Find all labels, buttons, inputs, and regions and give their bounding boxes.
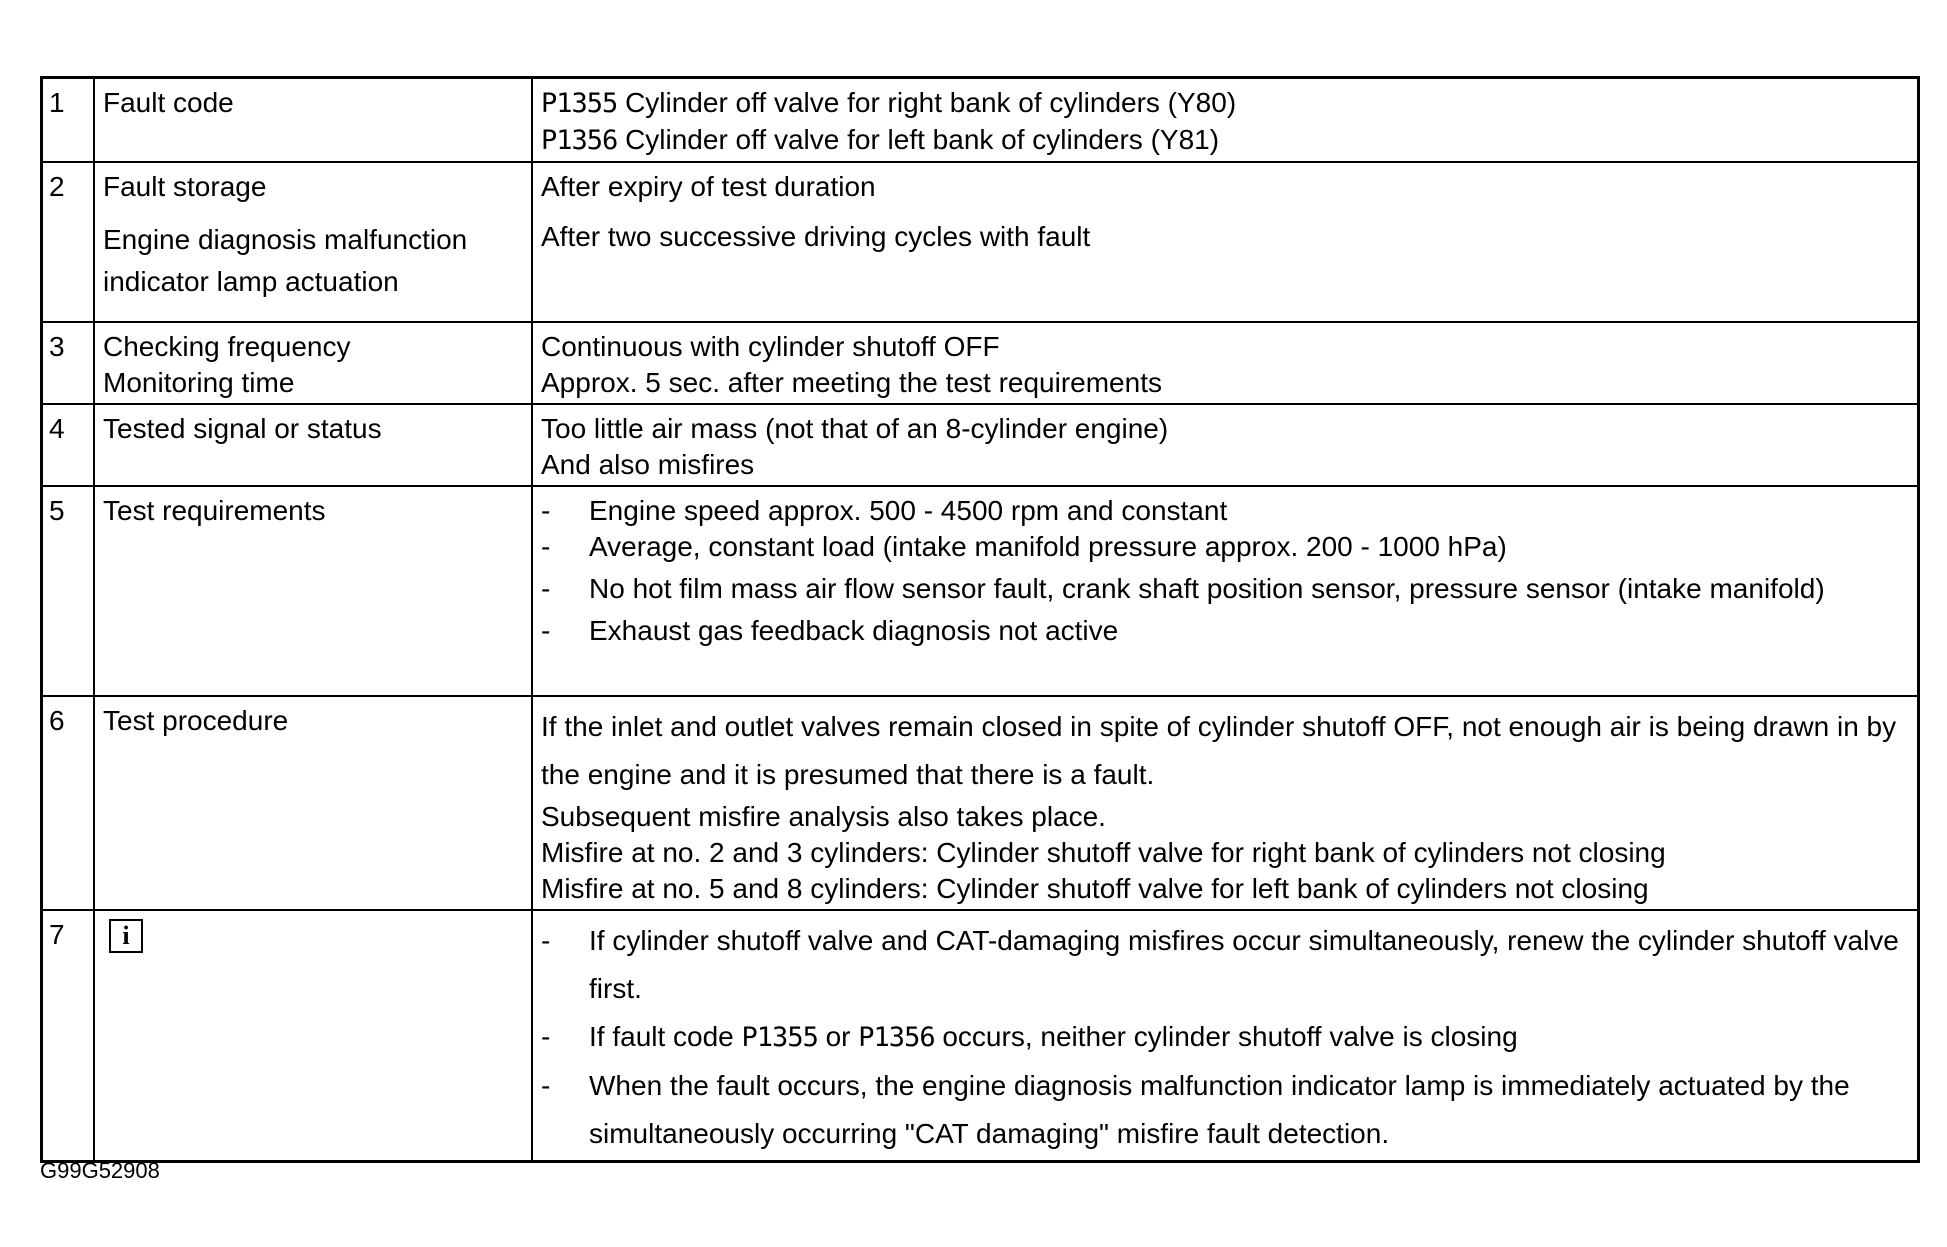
- note-text: or: [825, 1021, 851, 1052]
- row-value: [532, 78, 1919, 163]
- list-item-text: Exhaust gas feedback diagnosis not active: [589, 615, 1119, 646]
- bullet-mark: -: [541, 1021, 551, 1052]
- bullet-mark: -: [541, 1070, 551, 1101]
- fault-code: P1356: [541, 125, 618, 156]
- value-line: Approx. 5 sec. after meeting the test requirements: [541, 367, 1162, 398]
- row-number: 2: [42, 162, 95, 322]
- table-row-tested-signal: [42, 404, 1919, 486]
- label-line: Fault storage: [103, 171, 267, 202]
- bullet-mark: -: [541, 615, 551, 646]
- list-item: [541, 613, 1909, 649]
- value-line: Continuous with cylinder shutoff OFF: [541, 331, 1000, 362]
- value-line: Too little air mass (not that of an 8-cylinder engine): [541, 413, 1169, 444]
- list-item-text: No hot film mass air flow sensor fault, crank shaft position sensor, pressure sensor (intake manifold): [589, 573, 1825, 604]
- value-line: Misfire at no. 5 and 8 cylinders: Cylinder shutoff valve for left bank of cylinders not closing: [541, 873, 1649, 904]
- list-item: [541, 917, 1909, 1013]
- list-item: [541, 493, 1909, 529]
- list-item: [541, 565, 1909, 613]
- row-number: 4: [42, 404, 95, 486]
- list-item-text: When the fault occurs, the engine diagnosis malfunction indicator lamp is immediately actuated by the simultaneously occurring "CAT damaging" misfire fault detection.: [589, 1070, 1850, 1149]
- procedure-paragraph: If the inlet and outlet valves remain closed in spite of cylinder shutoff OFF, not enough air is being drawn in by the engine and it is presumed that there is a fault.: [541, 711, 1897, 790]
- fault-code-description: Cylinder off valve for right bank of cylinders (Y80): [625, 87, 1237, 118]
- label-line: Checking frequency: [103, 331, 351, 362]
- fault-code: P1355: [741, 1022, 818, 1053]
- fault-code-line: [541, 122, 1909, 159]
- table-row-fault-code: [42, 78, 1919, 163]
- fault-code: P1356: [858, 1022, 935, 1053]
- value-line: After expiry of test duration: [541, 171, 876, 202]
- bullet-mark: -: [541, 573, 551, 604]
- row-number: 5: [42, 486, 95, 696]
- row-label: Test requirements: [94, 486, 532, 696]
- row-label: [94, 322, 532, 404]
- row-label: Tested signal or status: [94, 404, 532, 486]
- fault-code-description: Cylinder off valve for left bank of cylinders (Y81): [625, 124, 1220, 155]
- table-row-fault-storage: [42, 162, 1919, 322]
- row-number: 1: [42, 78, 95, 163]
- row-label: [94, 910, 532, 1162]
- label-line: Engine diagnosis malfunction indicator lamp actuation: [103, 224, 468, 297]
- fault-code-line: [541, 85, 1909, 122]
- info-icon: i: [109, 919, 143, 953]
- value-line: Misfire at no. 2 and 3 cylinders: Cylinder shutoff valve for right bank of cylinders not closing: [541, 837, 1666, 868]
- fault-code: P1355: [541, 88, 618, 119]
- bullet-mark: -: [541, 925, 551, 956]
- bullet-mark: -: [541, 531, 551, 562]
- value-line: After two successive driving cycles with fault: [541, 221, 1091, 252]
- label-line: Monitoring time: [103, 367, 295, 398]
- row-number: 6: [42, 696, 95, 910]
- list-item-text: Engine speed approx. 500 - 4500 rpm and constant: [589, 495, 1228, 526]
- list-item: [541, 1062, 1909, 1158]
- table-row-notes: [42, 910, 1919, 1162]
- row-value: [532, 322, 1919, 404]
- table-row-checking-frequency: [42, 322, 1919, 404]
- value-line: Subsequent misfire analysis also takes place.: [541, 801, 1106, 832]
- row-number: 7: [42, 910, 95, 1162]
- row-label: [94, 162, 532, 322]
- row-value: [532, 486, 1919, 696]
- row-value: [532, 404, 1919, 486]
- row-label: Test procedure: [94, 696, 532, 910]
- row-label: Fault code: [94, 78, 532, 163]
- note-text: If fault code: [589, 1021, 734, 1052]
- row-value: [532, 696, 1919, 910]
- diagnosis-table: [40, 76, 1920, 1163]
- list-item-text: Average, constant load (intake manifold pressure approx. 200 - 1000 hPa): [589, 531, 1507, 562]
- figure-id: G99G52908: [40, 1158, 160, 1183]
- table-row-test-procedure: [42, 696, 1919, 910]
- value-line: And also misfires: [541, 449, 755, 480]
- note-text: occurs, neither cylinder shutoff valve is closing: [942, 1021, 1518, 1052]
- row-value: [532, 162, 1919, 322]
- list-item: [541, 1013, 1909, 1062]
- list-item-text: If cylinder shutoff valve and CAT-damaging misfires occur simultaneously, renew the cylinder shutoff valve first.: [589, 925, 1899, 1004]
- bullet-mark: -: [541, 495, 551, 526]
- list-item-text: [589, 1013, 1909, 1062]
- row-value: [532, 910, 1919, 1162]
- list-item: [541, 529, 1909, 565]
- row-number: 3: [42, 322, 95, 404]
- table-row-test-requirements: [42, 486, 1919, 696]
